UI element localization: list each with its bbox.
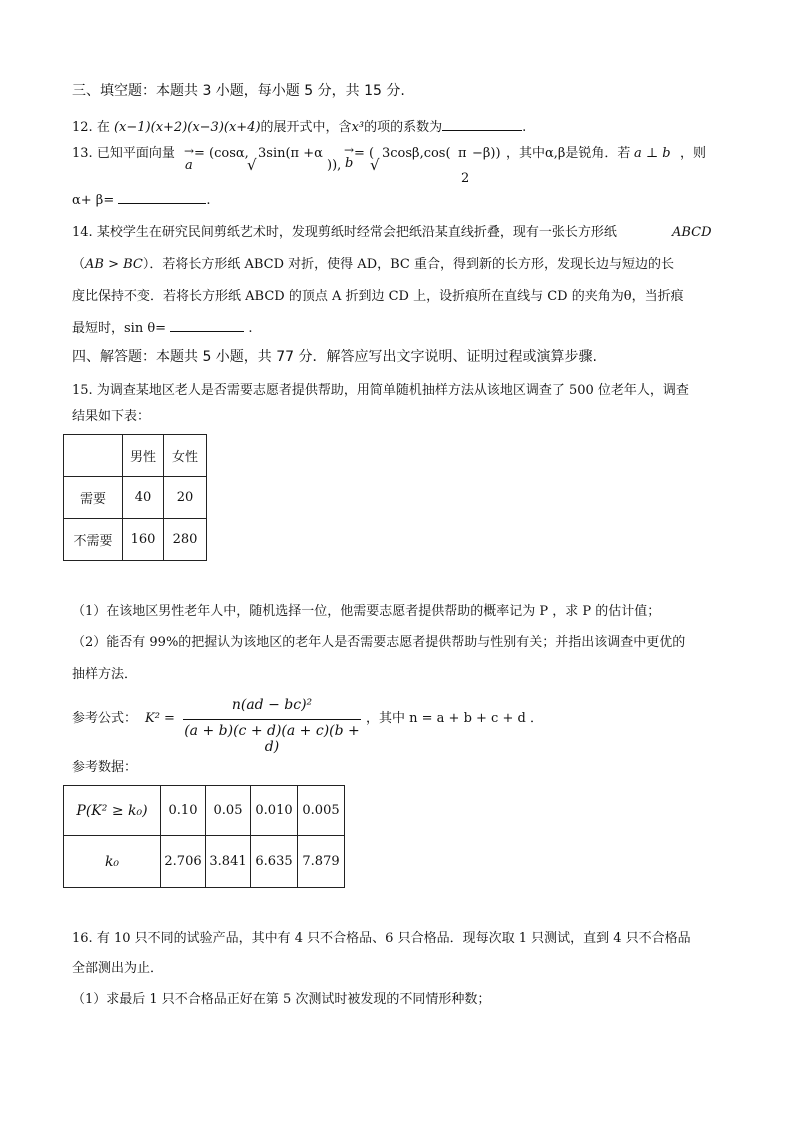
table-row: [64, 477, 207, 519]
table-cell: P(K² ≥ k₀): [64, 786, 161, 836]
q14-inequality: AB > BC: [85, 257, 143, 272]
question-12: [72, 117, 526, 137]
fill-section-header: 三、填空题：本题共 3 小题，每小题 5 分，共 15 分.: [72, 83, 405, 99]
table-cell: 0.005: [298, 786, 345, 836]
table-cell: 3.841: [206, 836, 251, 888]
q12-text: 在: [96, 120, 110, 135]
q15-part-2: 抽样方法．: [72, 667, 138, 682]
q14-line: 某校学生在研究民间剪纸艺术时，发现剪纸时经常会把纸沿某直线折叠，现有一张长方形纸: [96, 225, 617, 240]
table-header-cell: 女性: [164, 435, 207, 477]
q14-abcd: ABCD: [672, 225, 712, 240]
q16-line: 全部测出为止．: [72, 961, 164, 976]
table-cell: 不需要: [64, 519, 123, 561]
table-cell: 0.010: [251, 786, 298, 836]
vector-a: a: [185, 158, 193, 173]
q14-text: .: [248, 321, 253, 336]
q13-number: 13.: [72, 146, 93, 161]
vector-b: b: [345, 156, 354, 171]
q13-sqrt-a: 3sin(π +α: [258, 146, 323, 161]
q14-answer-blank[interactable]: [170, 318, 244, 332]
q14-line: ）．若将长方形纸 ABCD 对折，使得 AD，BC 重合，得到新的长方形，发现长边与短边的长: [142, 257, 674, 272]
q13-condition: ，其中α,β是锐角．若: [506, 146, 631, 161]
table-cell: 2.706: [161, 836, 206, 888]
table-cell: 需要: [64, 477, 123, 519]
q13-minus-beta: −β)): [472, 146, 501, 161]
q16-part-1: （1）求最后 1 只不合格品正好在第 5 次测试时被发现的不同情形种数；: [72, 992, 491, 1007]
q12-expression: (x−1)(x+2)(x−3)(x+4): [113, 120, 261, 135]
q15-part-2: （2）能否有 99%的把握认为该地区的老年人是否需要志愿者提供帮助与性别有关；并指出该调查中更优的: [72, 635, 686, 650]
q13-text: ，则: [680, 146, 707, 161]
q12-text: .: [522, 120, 527, 135]
q13-sqrt-b: 3cosβ,cos(: [382, 146, 451, 161]
formula-denominator: (a + b)(c + d)(a + c)(b + d): [184, 723, 360, 755]
table-cell: 20: [164, 477, 207, 519]
table-row: [64, 519, 207, 561]
vector-a-arrow: →: [184, 144, 195, 158]
q15-line: 为调查某地区老人是否需要志愿者提供帮助，用简单随机抽样方法从该地区调查了 500 位老年人，调查: [96, 383, 689, 398]
table-cell: 160: [123, 519, 164, 561]
table-cell: 7.879: [298, 836, 345, 888]
q14-line: 度比保持不变．若将长方形纸 ABCD 的顶点 A 折到边 CD 上，设折痕所在直线与 CD 的夹角为θ，当折痕: [72, 289, 684, 304]
table-cell: 0.05: [206, 786, 251, 836]
q13-close-a: )),: [327, 158, 342, 173]
fraction-bar: [183, 719, 361, 720]
table-row: [64, 786, 345, 836]
table-cell: 6.635: [251, 836, 298, 888]
q12-answer-blank[interactable]: [442, 117, 522, 131]
vector-b-arrow: →: [344, 143, 355, 157]
q15-line: 结果如下表：: [72, 409, 151, 424]
q13-b-def: = (: [354, 146, 375, 161]
table-header-cell: 男性: [123, 435, 164, 477]
q13-perp: a ⊥ b: [634, 146, 671, 161]
q13-pi: π: [458, 146, 467, 161]
formula-where: ，其中 n = a + b + c + d ．: [366, 711, 543, 726]
q12-term: x³: [351, 120, 365, 135]
table-header-cell: [64, 435, 123, 477]
q12-number: 12.: [72, 120, 93, 135]
formula-numerator: n(ad − bc)²: [231, 697, 313, 713]
q13-text: .: [206, 193, 211, 208]
ref-data-label: 参考数据：: [72, 760, 138, 775]
table-cell: 280: [164, 519, 207, 561]
q14-sin-theta: 最短时，sin θ=: [72, 321, 167, 336]
table-cell: 0.10: [161, 786, 206, 836]
q12-text: 的展开式中，含: [260, 120, 352, 135]
q16-number: 16.: [72, 931, 93, 946]
q15-number: 15.: [72, 383, 93, 398]
q16-line: 有 10 只不同的试验产品，其中有 4 只不合格品、6 只合格品．现每次取 1 只测试，直到 4 只不合格品: [96, 931, 691, 946]
q12-text: 的项的系数为: [364, 120, 443, 135]
q15-part-1: （1）在该地区男性老年人中，随机选择一位，他需要志愿者提供帮助的概率记为 P ，求 P 的估计值；: [72, 604, 661, 619]
critical-value-table: [63, 785, 345, 888]
formula-lhs: K² =: [145, 711, 175, 726]
q13-sum: α+ β=: [72, 193, 115, 208]
q14-text: （: [72, 257, 86, 272]
table-row: [64, 836, 345, 888]
formula-label: 参考公式：: [72, 711, 138, 726]
q13-text: 已知平面向量: [96, 146, 175, 161]
sqrt-icon: √: [370, 156, 380, 174]
sqrt-icon: √: [247, 156, 257, 174]
table-cell: 40: [123, 477, 164, 519]
q13-a-def: = (cosα,: [194, 146, 249, 161]
solve-section-header: 四、解答题：本题共 5 小题，共 77 分．解答应写出文字说明、证明过程或演算步骤.: [72, 349, 597, 365]
table-cell: k₀: [64, 836, 161, 888]
formula-fraction: [183, 697, 361, 755]
q14-number: 14.: [72, 225, 93, 240]
survey-table: [63, 434, 207, 561]
q13-answer-blank[interactable]: [118, 190, 206, 204]
q13-pi-denominator: 2: [461, 171, 470, 186]
